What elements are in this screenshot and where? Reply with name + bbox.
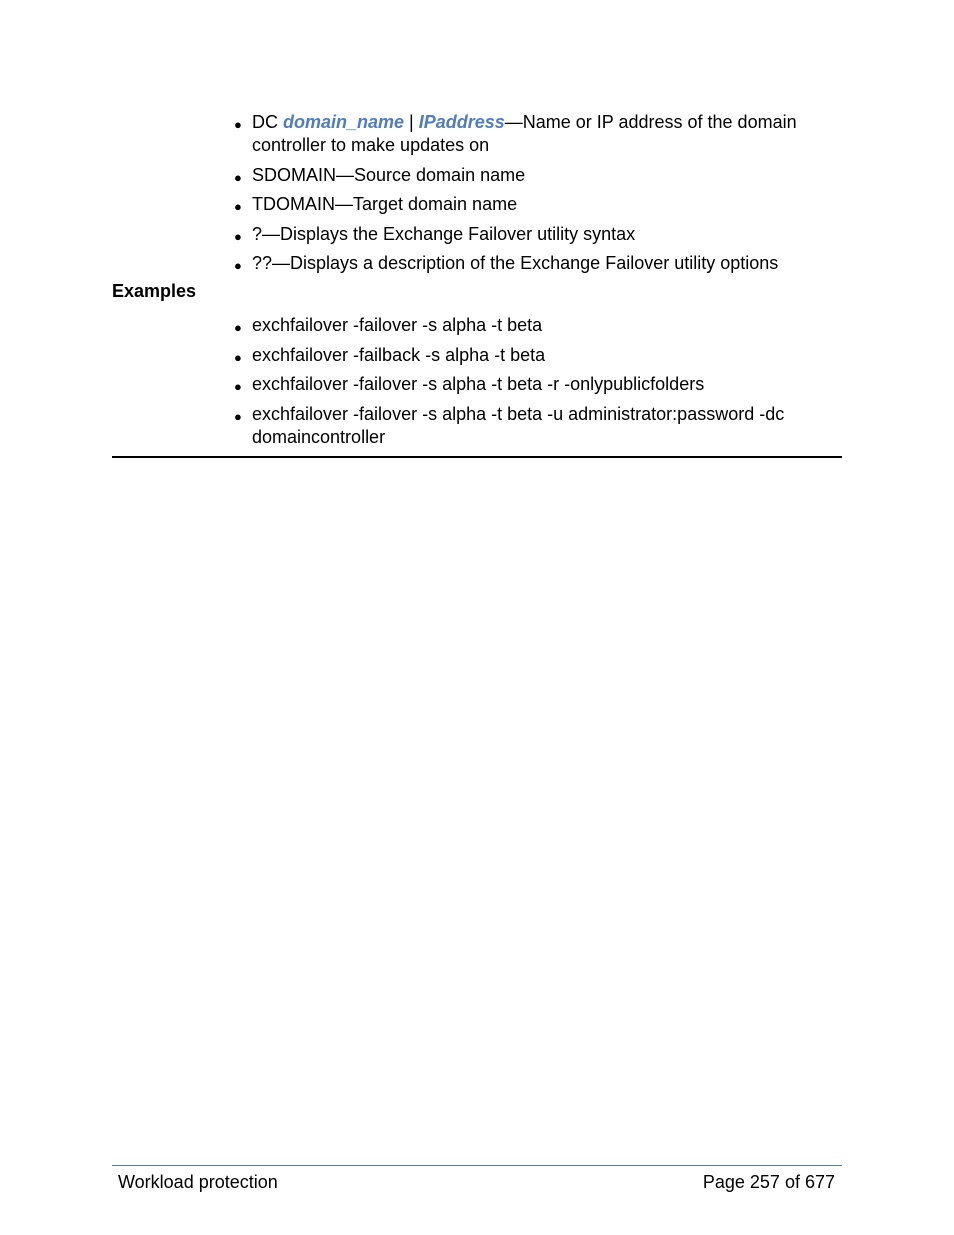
examples-list (234, 314, 834, 455)
footer-divider (112, 1165, 842, 1166)
example-text: exchfailover -failover -s alpha -t beta -u administrator:password -dc domaincontroller (252, 403, 785, 447)
separator: | (404, 112, 419, 132)
list-item (234, 373, 834, 396)
list-item (234, 314, 834, 337)
bullet-icon: ● (234, 379, 242, 394)
list-item-text: TDOMAIN—Target domain name (252, 194, 518, 214)
bullet-icon: ● (234, 228, 242, 244)
bullet-icon: ● (234, 169, 242, 185)
list-item (234, 193, 834, 216)
list-item-dc (234, 111, 834, 157)
bullet-icon: ● (234, 199, 242, 214)
examples-heading: Examples (112, 281, 197, 301)
list-item (234, 403, 834, 449)
dc-prefix: DC (252, 112, 283, 132)
bullet-icon: ● (234, 117, 242, 132)
footer-page-number: Page 257 of 677 (702, 1172, 835, 1192)
bullet-icon: ● (234, 258, 242, 273)
list-item (234, 223, 834, 246)
bullet-icon: ● (234, 320, 242, 335)
list-item-text: ?—Displays the Exchange Failover utility syntax (252, 223, 636, 244)
domain-name-term: domain_name (283, 112, 405, 132)
list-item-text: ??—Displays a description of the Exchange Failover utility options (252, 253, 779, 273)
list-item (234, 344, 834, 367)
example-text: exchfailover -failback -s alpha -t beta (252, 344, 546, 365)
example-text: exchfailover -failover -s alpha -t beta -r -onlypublicfolders (252, 374, 705, 394)
section-divider (112, 456, 842, 458)
footer-section-title: Workload protection (118, 1172, 278, 1192)
bullet-icon: ● (234, 408, 242, 424)
ip-address-term: IPaddress (418, 112, 505, 132)
example-text: exchfailover -failover -s alpha -t beta (252, 315, 543, 335)
list-item-text: SDOMAIN—Source domain name (252, 164, 526, 185)
dc-description: —Name or IP address of the domain controller to make updates on (252, 112, 797, 155)
options-list (234, 111, 834, 282)
list-item (234, 252, 834, 275)
bullet-icon: ● (234, 349, 242, 365)
list-item (234, 164, 834, 187)
